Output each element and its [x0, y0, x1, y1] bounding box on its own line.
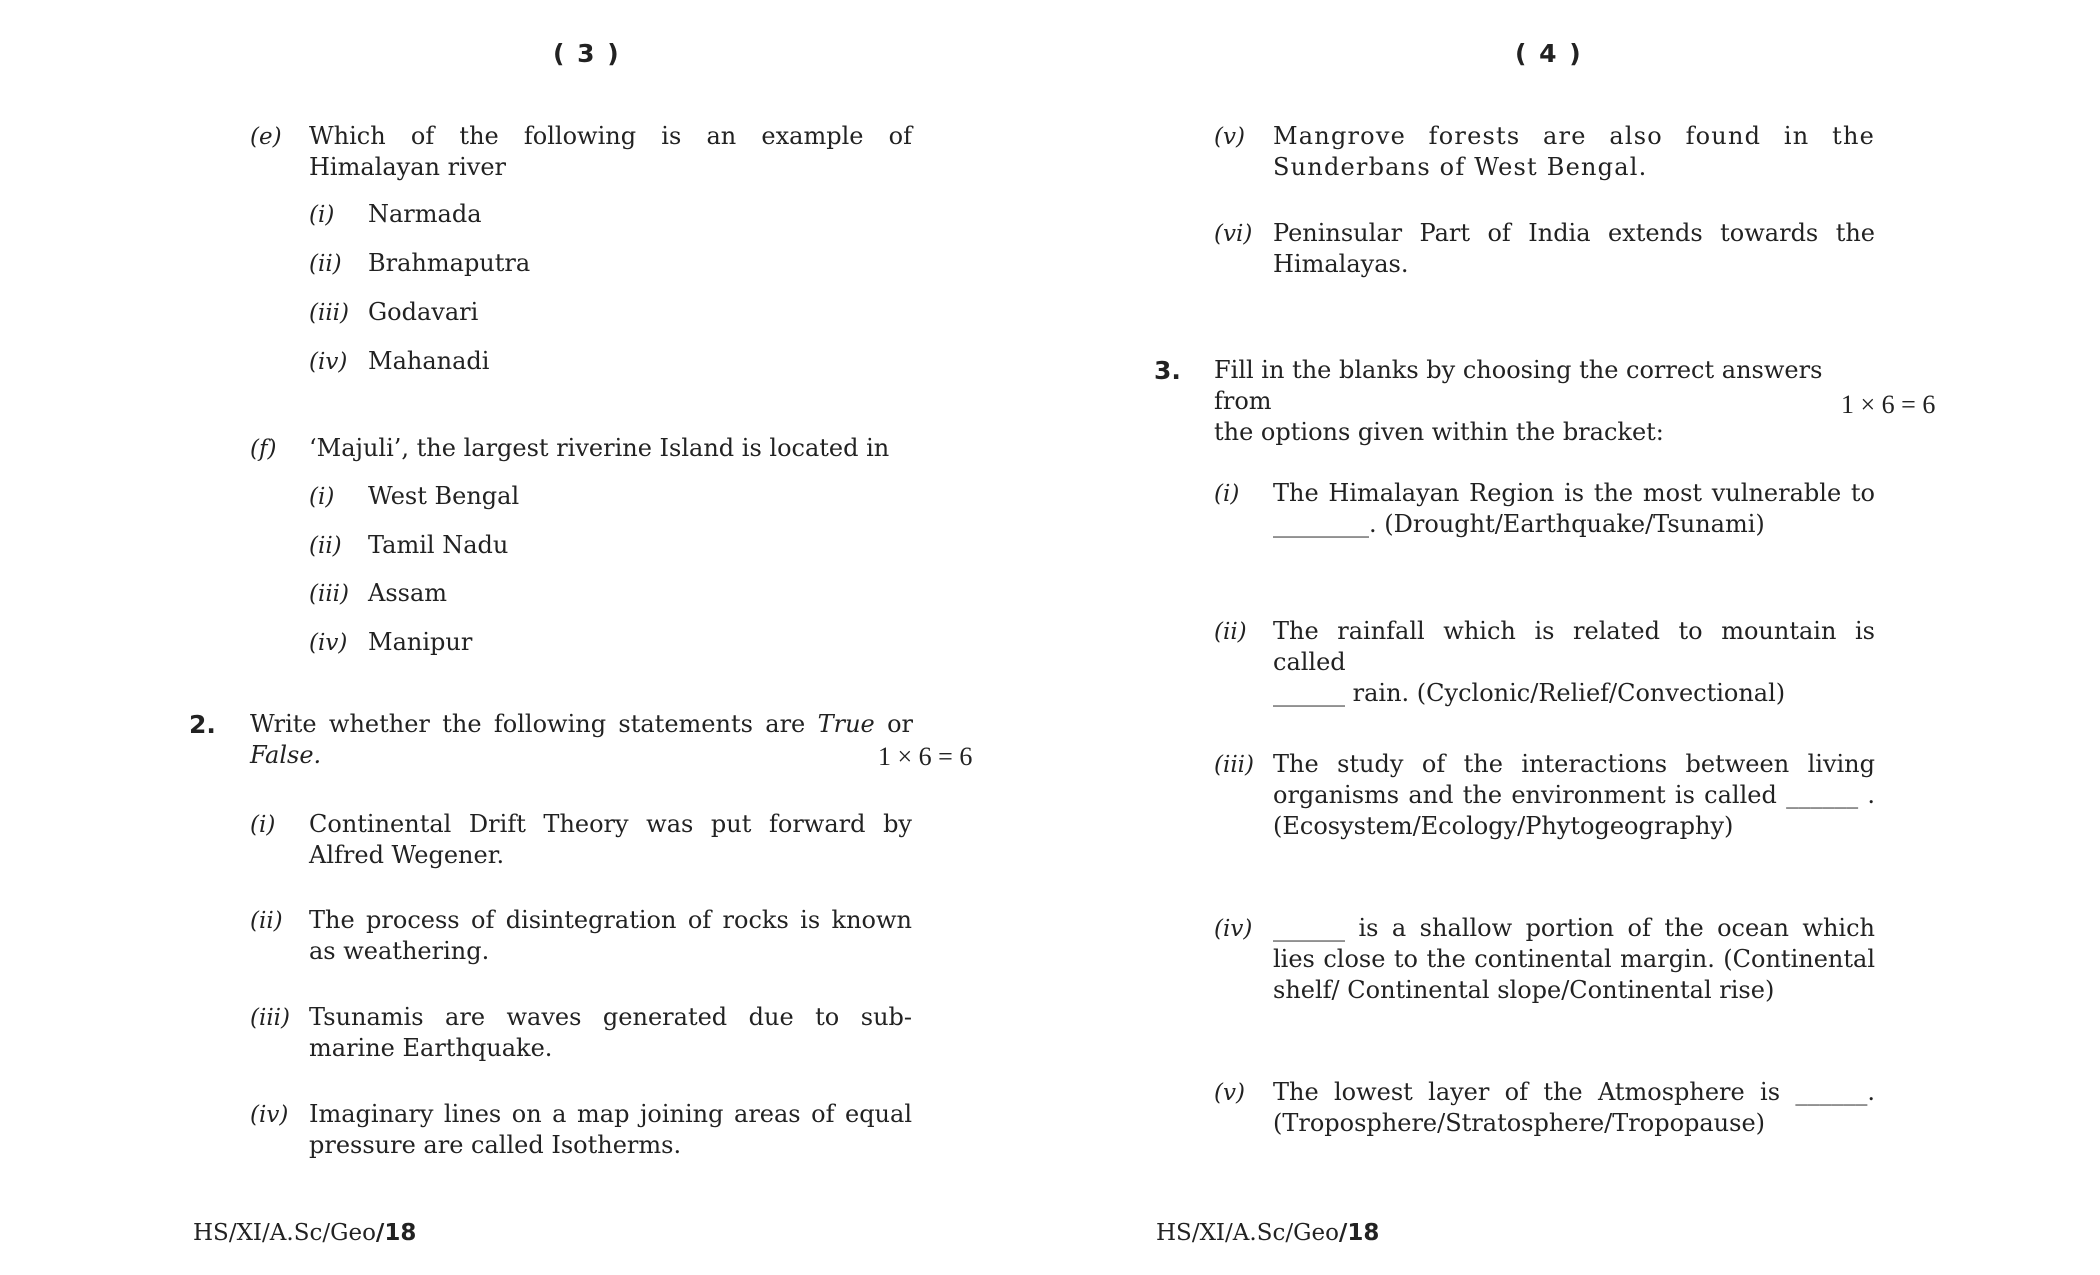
option-label: (iv) — [309, 630, 348, 656]
blank-line: organisms and the environment is called ______ . — [1273, 781, 1875, 809]
statement-label: (i) — [250, 812, 276, 838]
question-line — [250, 709, 913, 740]
question-number: 3. — [1154, 356, 1181, 385]
option-label: (ii) — [309, 251, 342, 277]
blank-line: ________. (Drought/Earthquake/Tsunami) — [1273, 510, 1765, 538]
option-text: Mahanadi — [368, 347, 490, 375]
statement-text: Tsunamis are waves generated due to sub-marine Earthquake. — [309, 1003, 912, 1062]
question-line: Fill in the blanks by choosing the correct answers from — [1214, 356, 1823, 415]
question-text: ‘Majuli’, the largest riverine Island is located in — [309, 434, 890, 462]
blank-label: (iii) — [1214, 752, 1255, 778]
statement-text: Mangrove forests are also found in the Sunderbans of West Bengal. — [1273, 122, 1875, 181]
blank-text — [1273, 913, 1875, 1006]
statement-label: (iv) — [250, 1102, 289, 1128]
question-label: (f) — [250, 436, 277, 462]
blank-text — [1273, 749, 1875, 842]
footer-code — [1156, 1218, 1379, 1249]
footer-year: /18 — [1338, 1220, 1380, 1246]
option-label: (i) — [309, 202, 335, 228]
blank-line: ______ rain. (Cyclonic/Relief/Convectional) — [1273, 679, 1786, 707]
statement-text: The process of disintegration of rocks is known as weathering. — [309, 906, 912, 965]
page-number: ( 4 ) — [1515, 39, 1583, 68]
blank-line: The rainfall which is related to mountain is called — [1273, 617, 1875, 676]
blank-text — [1273, 1077, 1875, 1139]
blank-line: lies close to the continental margin. (Continental — [1273, 945, 1875, 973]
option-label: (iii) — [309, 300, 350, 326]
question-label: (e) — [250, 124, 282, 150]
statement-label: (vi) — [1214, 221, 1253, 247]
marks: 1 × 6 = 6 — [878, 742, 973, 771]
option-text: Godavari — [368, 298, 479, 326]
option-text: Brahmaputra — [368, 249, 531, 277]
question-line: the options given within the bracket: — [1214, 418, 1664, 446]
blank-line: shelf/ Continental slope/Continental rise) — [1273, 976, 1775, 1004]
question-number: 2. — [189, 710, 216, 739]
statement-text: Peninsular Part of India extends towards the Himalayas. — [1273, 219, 1875, 278]
footer-code-text: HS/XI/A.Sc/Geo — [1156, 1220, 1339, 1246]
blank-line: ______ is a shallow portion of the ocean which — [1273, 914, 1875, 942]
blank-text — [1273, 616, 1875, 709]
true-word: True — [817, 710, 875, 738]
option-text: West Bengal — [368, 482, 520, 510]
option-label: (i) — [309, 484, 335, 510]
blank-line: The lowest layer of the Atmosphere is ______. — [1273, 1078, 1875, 1106]
false-word: False. — [250, 741, 322, 769]
option-text: Manipur — [368, 628, 473, 656]
footer-code — [193, 1218, 416, 1249]
statement-text: Continental Drift Theory was put forward by Alfred Wegener. — [309, 810, 912, 869]
option-label: (iii) — [309, 581, 350, 607]
blank-line: (Troposphere/Stratosphere/Tropopause) — [1273, 1109, 1766, 1137]
question-text-part1: Write whether the following statements are — [250, 710, 818, 738]
option-text: Narmada — [368, 200, 482, 228]
option-label: (iv) — [309, 349, 348, 375]
question-text-part2: or — [874, 710, 913, 738]
blank-text — [1273, 478, 1875, 540]
statement-label: (v) — [1214, 124, 1245, 150]
footer-code-text: HS/XI/A.Sc/Geo — [193, 1220, 376, 1246]
statement-label: (ii) — [250, 908, 283, 934]
blank-label: (ii) — [1214, 619, 1247, 645]
statement-label: (iii) — [250, 1005, 291, 1031]
option-text: Assam — [368, 579, 448, 607]
blank-line: The Himalayan Region is the most vulnerable to — [1273, 479, 1875, 507]
blank-label: (iv) — [1214, 916, 1253, 942]
blank-label: (i) — [1214, 481, 1240, 507]
blank-label: (v) — [1214, 1080, 1245, 1106]
statement-text: Imaginary lines on a map joining areas of equal pressure are called Isotherms. — [309, 1100, 912, 1159]
question-text — [250, 709, 913, 771]
blank-line: The study of the interactions between living — [1273, 750, 1875, 778]
question-text — [1214, 355, 1876, 448]
question-text: Which of the following is an example of Himalayan river — [309, 122, 912, 181]
blank-line: (Ecosystem/Ecology/Phytogeography) — [1273, 812, 1734, 840]
option-text: Tamil Nadu — [368, 531, 509, 559]
option-label: (ii) — [309, 533, 342, 559]
marks: 1 × 6 = 6 — [1841, 390, 1936, 419]
footer-year: /18 — [375, 1220, 417, 1246]
page-number: ( 3 ) — [553, 39, 621, 68]
